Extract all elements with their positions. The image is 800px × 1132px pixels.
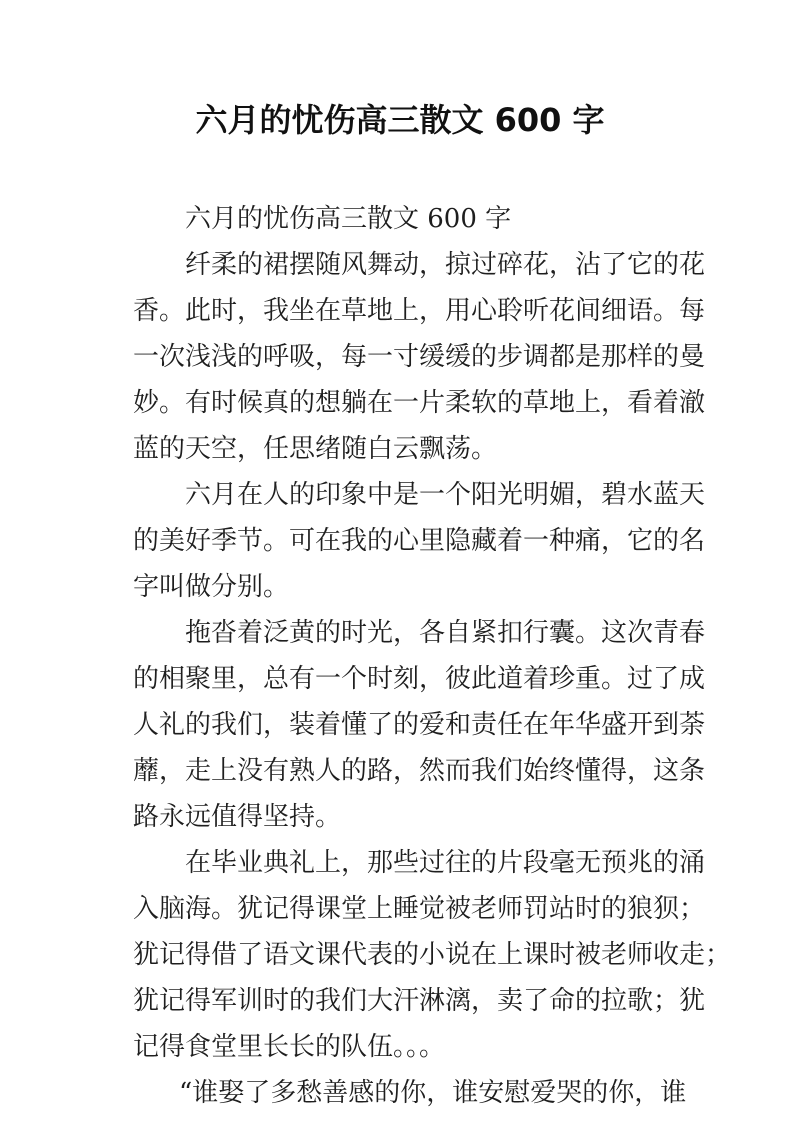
paragraph-line: 纤柔的裙摆随风舞动，掠过碎花，沾了它的花 [185,250,706,280]
paragraph-line: 一次浅浅的呼吸，每一寸缓缓的步调都是那样的曼 [133,342,706,372]
paragraph-line: 人礼的我们，装着懂了的爱和责任在年华盛开到荼 [133,710,706,740]
paragraph-line: 路永远值得坚持。 [133,802,342,832]
paragraph-line: 在毕业典礼上，那些过往的片段毫无预兆的涌 [185,848,706,878]
paragraph-line: 犹记得军训时的我们大汗淋漓，卖了命的拉歌；犹 [133,986,706,1016]
paragraph-line: 记得食堂里长长的队伍。。。 [133,1032,446,1062]
paragraph-line: 的相聚里，总有一个时刻，彼此道着珍重。过了成 [133,664,706,694]
paragraph-4 [133,840,732,1070]
paragraph-line: 蘼，走上没有熟人的路，然而我们始终懂得，这条 [133,756,706,786]
paragraph-line: “谁娶了多愁善感的你，谁安慰爱哭的你，谁 [179,1078,687,1108]
paragraph-2 [133,472,706,610]
paragraph-line: 蓝的天空，任思绪随白云飘荡。 [133,434,498,464]
document-title: 六月的忧伤高三散文 600 字 [195,101,605,139]
paragraph-line: 入脑海。犹记得课堂上睡觉被老师罚站时的狼狈； [133,894,706,924]
paragraph-line: 的美好季节。可在我的心里隐藏着一种痛，它的名 [133,526,706,556]
paragraph-5 [133,1070,687,1116]
paragraph-line: 犹记得借了语文课代表的小说在上课时被老师收走； [133,940,732,970]
paragraph-line: 拖沓着泛黄的时光，各自紧扣行囊。这次青春 [185,618,706,648]
document-body [133,196,732,1116]
paragraph-3 [133,610,706,840]
paragraph-line: 香。此时，我坐在草地上，用心聆听花间细语。每 [133,296,706,326]
paragraph-1 [133,242,706,472]
subtitle-line: 六月的忧伤高三散文 600 字 [185,204,512,234]
paragraph-line: 字叫做分别。 [133,572,290,602]
paragraph-line: 六月在人的印象中是一个阳光明媚，碧水蓝天 [185,480,706,510]
paragraph-line: 妙。有时候真的想躺在一片柔软的草地上，看着澈 [133,388,706,418]
